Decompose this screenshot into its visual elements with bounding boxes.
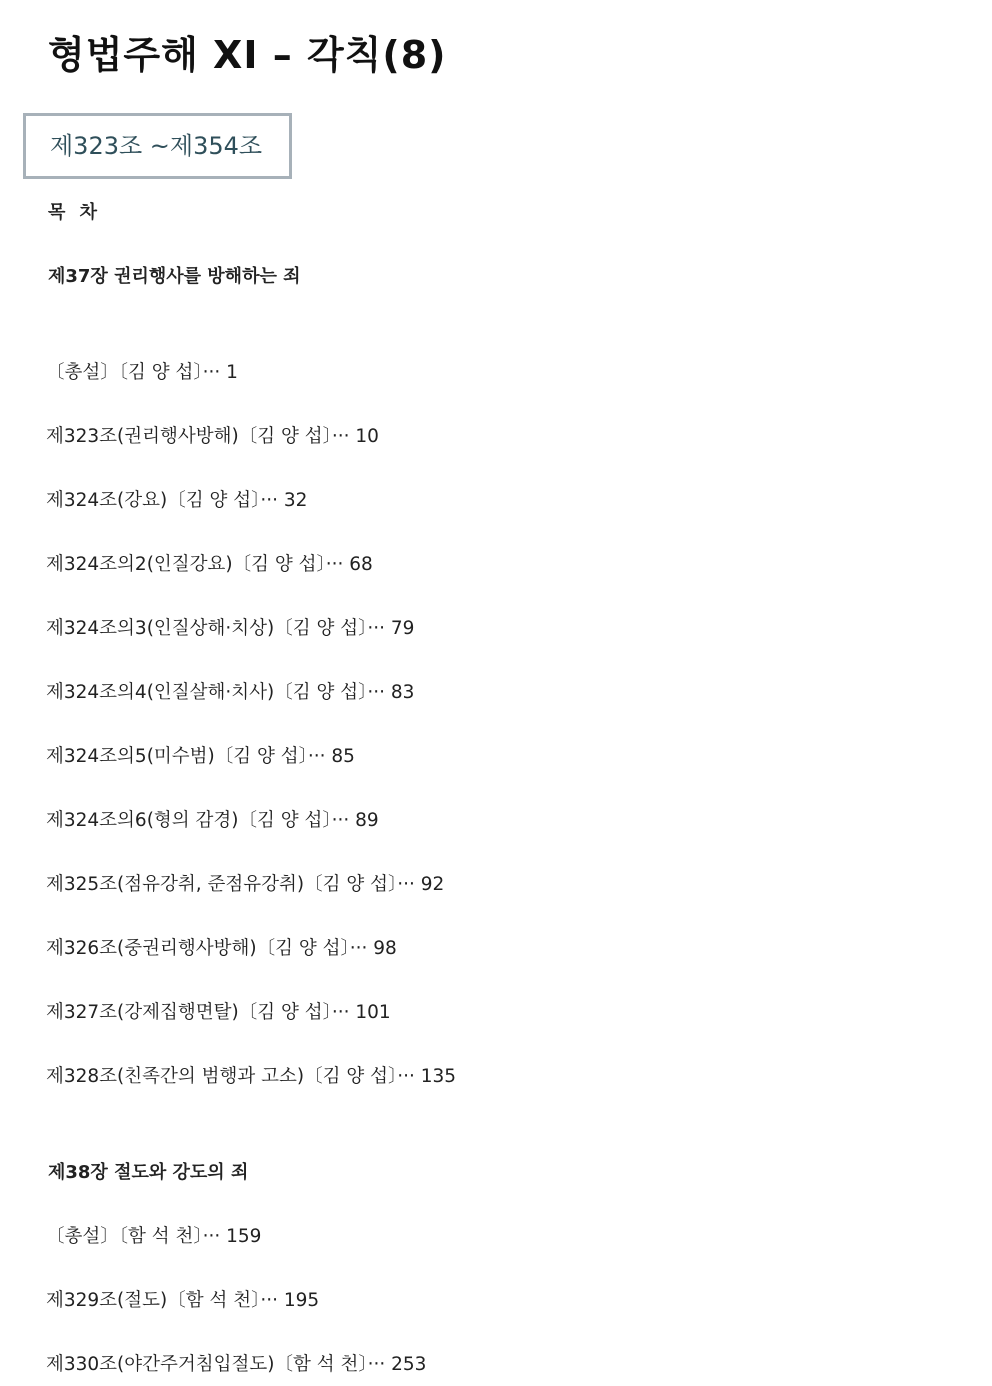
toc-entry: 제327조(강제집행면탈)〔김 양 섭〕··· 101 — [46, 1002, 391, 1023]
toc-entry: 제324조의2(인질강요)〔김 양 섭〕··· 68 — [46, 554, 373, 575]
toc-entry: 제325조(점유강취, 준점유강취)〔김 양 섭〕··· 92 — [46, 874, 445, 895]
toc-entry: 제324조의4(인질살해·치사)〔김 양 섭〕··· 83 — [46, 682, 415, 703]
toc-entry: 제324조(강요)〔김 양 섭〕··· 32 — [46, 490, 308, 511]
article-range-box — [23, 113, 292, 179]
toc-entry: 제324조의6(형의 감경)〔김 양 섭〕··· 89 — [46, 810, 379, 831]
toc-entry: 〔총설〕〔김 양 섭〕··· 1 — [46, 362, 238, 383]
toc-entry: 제329조(절도)〔함 석 천〕··· 195 — [46, 1290, 320, 1311]
toc-entry: 제328조(친족간의 범행과 고소)〔김 양 섭〕··· 135 — [46, 1066, 457, 1087]
toc-entry: 제323조(권리행사방해)〔김 양 섭〕··· 10 — [46, 426, 379, 447]
toc-entry: 제326조(중권리행사방해)〔김 양 섭〕··· 98 — [46, 938, 397, 959]
toc-entry: 제330조(야간주거침입절도)〔함 석 천〕··· 253 — [46, 1354, 427, 1375]
chapter-38-title: 제38장 절도와 강도의 죄 — [48, 1162, 249, 1183]
article-range-label: 제323조 ~제354조 — [50, 132, 263, 160]
toc-entry: 〔총설〕〔함 석 천〕··· 159 — [46, 1226, 262, 1247]
page-title: 형법주해 ⅩⅠ – 각칙(8) — [48, 33, 447, 77]
chapter-37-title: 제37장 권리행사를 방해하는 죄 — [48, 266, 301, 287]
toc-entry: 제324조의5(미수범)〔김 양 섭〕··· 85 — [46, 746, 355, 767]
toc-heading: 목 차 — [48, 202, 102, 223]
toc-entry: 제324조의3(인질상해·치상)〔김 양 섭〕··· 79 — [46, 618, 415, 639]
